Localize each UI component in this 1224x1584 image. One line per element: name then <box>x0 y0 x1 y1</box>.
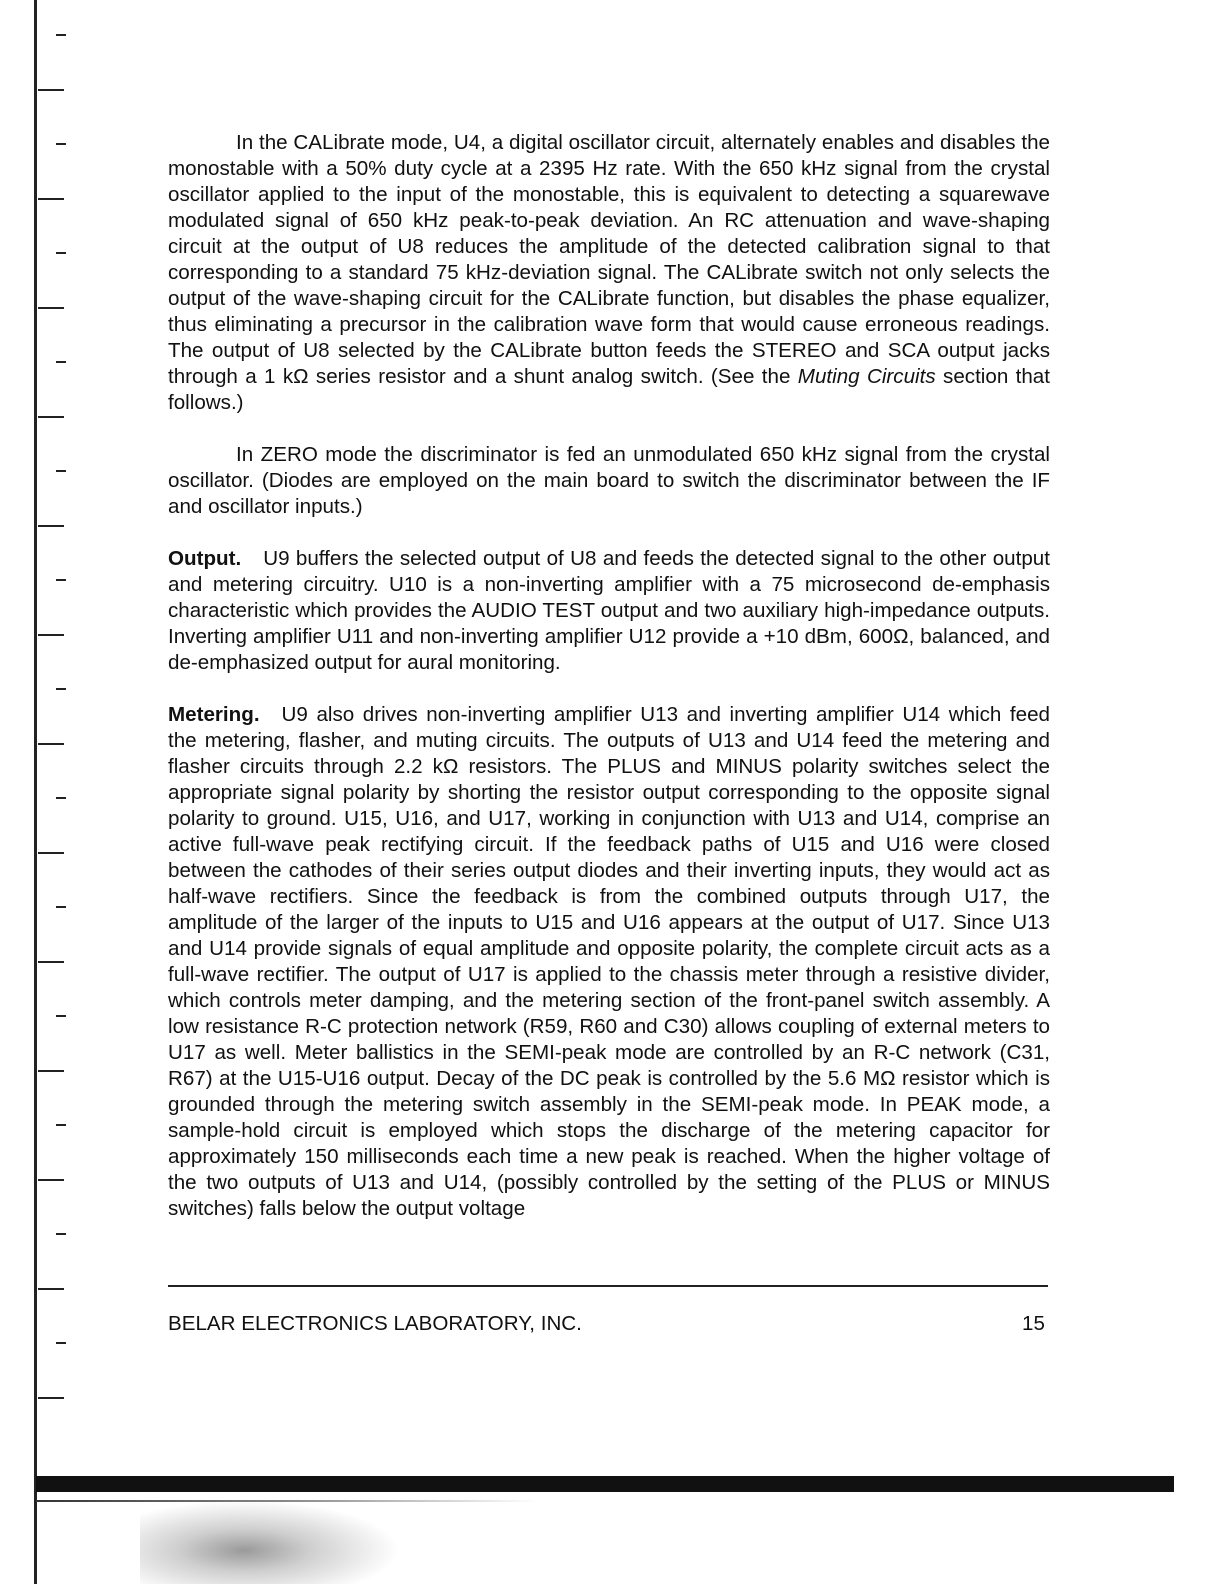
margin-tick <box>56 1342 66 1344</box>
margin-tick <box>56 1233 66 1235</box>
paragraph-metering: Metering. U9 also drives non-inverting amplifier U13 and inverting amplifier U14 which feed the metering, flasher, and muting circuits. The outputs of U13 and U14 feed the metering and flasher circuits through 2.2 kΩ resistors. The PLUS and MINUS polarity switches select the appropriate signal polarity by shorting the resistor output corresponding to the opposite signal polarity to ground. U15, U16, and U17, working in conjunction with U13 and U14, comprise an active full-wave peak rectifying circuit. If the feedback paths of U15 and U16 were closed between the cathodes of their series output diodes and their inverting inputs, they would act as half-wave rectifiers. Since the feedback is from the combined outputs through U17, the amplitude of the larger of the inputs to U15 and U16 appears at the output of U17. Since U13 and U14 provide signals of equal amplitude and opposite polarity, the complete circuit acts as a full-wave rectifier. The output of U17 is applied to the chassis meter through a resistive divider, which controls meter damping, and the metering section of the front-panel switch assembly. A low resistance R-C protection network (R59, R60 and C30) allows coupling of external meters to U17 as well. Meter ballistics in the SEMI-peak mode are controlled by an R-C network (C31, R67) at the U15-U16 output. Decay of the DC peak is controlled by the 5.6 MΩ resistor which is grounded through the metering switch assembly in the SEMI-peak mode. In PEAK mode, a sample-hold circuit is employed which stops the discharge of the metering capacitor for approximately 150 milliseconds each time a new peak is reached. When the higher voltage of the two outputs of U13 and U14, (possibly controlled by the setting of the PLUS or MINUS switches) falls below the output voltage <box>168 703 1050 1220</box>
margin-tick <box>38 307 64 309</box>
margin-tick <box>38 89 64 91</box>
margin-tick <box>38 1397 64 1399</box>
margin-tick <box>56 1015 66 1017</box>
margin-tick <box>56 143 66 145</box>
footer-company: BELAR ELECTRONICS LABORATORY, INC. <box>168 1312 582 1335</box>
margin-tick <box>38 1179 64 1181</box>
footer-rule <box>168 1285 1048 1287</box>
margin-tick <box>56 34 66 36</box>
page-body <box>168 130 1050 1222</box>
margin-tick <box>56 797 66 799</box>
scan-artifact-smudge <box>140 1500 400 1584</box>
metering-heading: Metering. <box>168 703 260 726</box>
margin-tick <box>38 1070 64 1072</box>
paragraph-calibrate: In the CALibrate mode, U4, a digital oscillator circuit, alternately enables and disables the monostable with a 50% duty cycle at a 2395 Hz rate. With the 650 kHz signal from the crystal oscillator applied to the input of the monostable, this is equivalent to detecting a squarewave modulated signal of 650 kHz peak-to-peak deviation. An RC attenuation and wave-shaping circuit at the output of U8 reduces the amplitude of the detected calibration signal to that corresponding to a standard 75 kHz-deviation signal. The CALibrate switch not only selects the output of the wave-shaping circuit for the CALibrate function, but disables the phase equalizer, thus eliminating a precursor in the calibration wave form that would cause erroneous readings. The output of U8 selected by the CALibrate button feeds the STEREO and SCA output jacks through a 1 kΩ series resistor and a shunt analog switch. (See the Muting Circuits section that follows.) <box>168 131 1050 414</box>
paragraph-zero: In ZERO mode the discriminator is fed an unmodulated 650 kHz signal from the crystal oscillator. (Diodes are employed on the main board to switch the discriminator between the IF and oscillator inputs.) <box>168 443 1050 518</box>
margin-tick <box>56 688 66 690</box>
margin-tick <box>56 1124 66 1126</box>
margin-tick <box>56 252 66 254</box>
output-heading: Output. <box>168 547 242 570</box>
binding-edge <box>34 0 37 1584</box>
margin-tick <box>38 525 64 527</box>
margin-tick <box>38 961 64 963</box>
margin-tick <box>38 743 64 745</box>
margin-tick <box>38 416 64 418</box>
margin-tick <box>56 470 66 472</box>
scan-edge-bar <box>36 1476 1174 1492</box>
margin-tick <box>38 852 64 854</box>
margin-tick <box>56 906 66 908</box>
paragraph-output: Output. U9 buffers the selected output of U8 and feeds the detected signal to the other output and metering circuitry. U10 is a non-inverting amplifier with a 75 microsecond de-emphasis characteristic which provides the AUDIO TEST output and two auxiliary high-impedance outputs. Inverting amplifier U11 and non-inverting amplifier U12 provide a +10 dBm, 600Ω, balanced, and de-emphasized output for aural monitoring. <box>168 547 1050 674</box>
margin-tick <box>56 579 66 581</box>
page-number: 15 <box>1022 1312 1045 1335</box>
margin-tick <box>38 1288 64 1290</box>
margin-tick <box>56 361 66 363</box>
margin-tick <box>38 634 64 636</box>
margin-tick <box>38 198 64 200</box>
italic-reference: Muting Circuits <box>797 365 936 388</box>
